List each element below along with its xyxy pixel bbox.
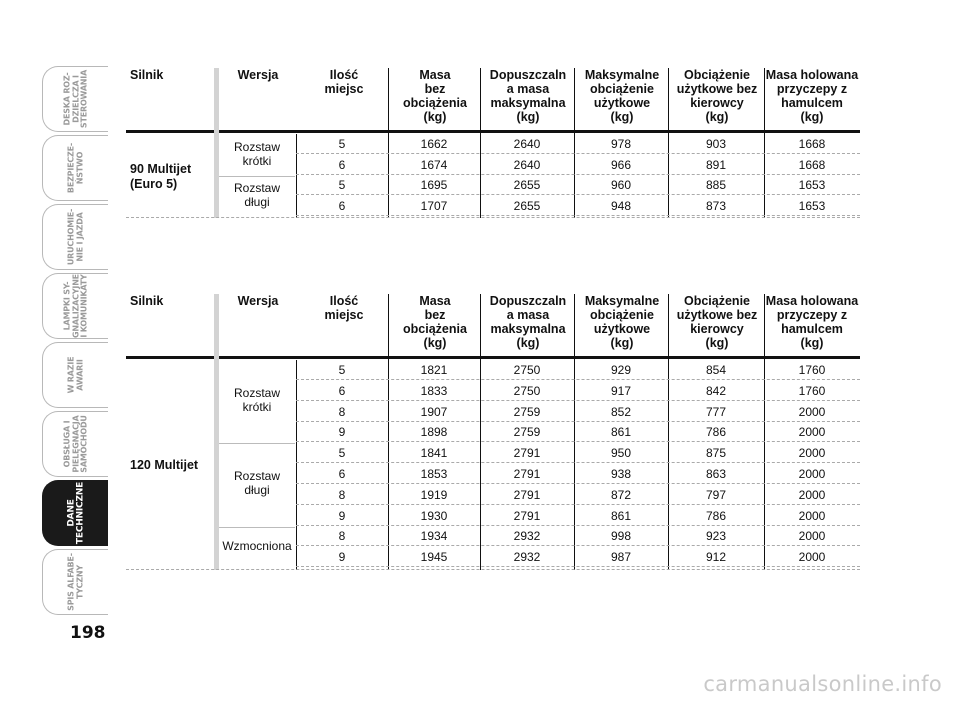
column-divider <box>296 134 297 218</box>
tab-label: LAMPKI SY- GNALIZACYJNE I KOMUNIKATY <box>61 274 88 338</box>
table-cell: 1841 <box>420 446 448 461</box>
site-watermark: carmanualsonline.info <box>703 672 942 696</box>
table-header <box>126 294 860 360</box>
row-rule <box>296 421 860 422</box>
table-cell: 1930 <box>420 508 448 523</box>
table-cell: 1853 <box>420 467 448 481</box>
row-rule <box>296 462 860 463</box>
tab-obsluga[interactable] <box>42 411 108 477</box>
table-cell: 1821 <box>420 363 448 377</box>
header-rule <box>126 130 860 133</box>
header-dopuszczalna: Dopuszczaln a masa maksymalna (kg) <box>489 294 567 350</box>
header-wersja: Wersja <box>237 68 279 82</box>
table-cell: 9 <box>338 425 346 440</box>
table-cell: 912 <box>705 550 727 565</box>
header-masa-bez: Masa bez obciążenia (kg) <box>403 68 467 124</box>
tab-dane-techniczne[interactable] <box>42 480 108 546</box>
table-cell: 1662 <box>420 137 448 151</box>
version-label: Rozstaw długi <box>233 181 280 209</box>
header-obc-bez-kierowcy: Obciążenie użytkowe bez kierowcy (kg) <box>676 294 758 350</box>
table-cell: 1653 <box>798 178 826 193</box>
table-bottom-rule <box>126 569 860 570</box>
column-divider <box>574 294 575 570</box>
table-cell: 2000 <box>798 508 826 523</box>
table-cell: 1668 <box>798 157 826 172</box>
table-cell: 2932 <box>513 550 541 565</box>
table-cell: 842 <box>705 383 727 398</box>
tab-label: SPIS ALFABE- TYCZNY <box>66 553 84 611</box>
tab-label: W RAZIE AWARII <box>66 356 84 394</box>
version-label: Rozstaw długi <box>233 469 280 497</box>
tab-spis-alfabetyczny[interactable] <box>42 549 108 615</box>
column-divider <box>764 68 765 218</box>
table-cell: 917 <box>610 383 632 398</box>
table-cell: 5 <box>338 178 346 193</box>
table-cell: 950 <box>610 446 632 461</box>
table-cell: 2932 <box>513 529 541 544</box>
tab-label: URUCHOMIE- NIE I JAZDA <box>66 208 84 266</box>
table-cell: 863 <box>705 467 727 481</box>
version-divider <box>219 443 295 444</box>
tab-bezpieczenstwo[interactable] <box>42 135 108 201</box>
header-obc-bez-kierowcy: Obciążenie użytkowe bez kierowcy (kg) <box>676 68 758 124</box>
table-cell: 1898 <box>420 425 448 440</box>
row-rule <box>296 566 860 567</box>
table-cell: 903 <box>705 137 727 151</box>
table-cell: 923 <box>705 529 727 544</box>
table-cell: 2759 <box>513 404 541 419</box>
weights-table-90-multijet <box>126 68 860 218</box>
column-divider <box>668 294 669 570</box>
table-cell: 2655 <box>513 199 541 214</box>
table-cell: 1945 <box>420 550 448 565</box>
table-cell: 861 <box>610 508 632 523</box>
table-cell: 861 <box>610 425 632 440</box>
table-cell: 2000 <box>798 487 826 502</box>
row-rule <box>296 174 860 175</box>
row-rule <box>296 504 860 505</box>
table-cell: 8 <box>338 529 346 544</box>
table-cell: 1907 <box>420 404 448 419</box>
row-rule <box>296 400 860 401</box>
table-cell: 786 <box>705 425 727 440</box>
header-wersja: Wersja <box>237 294 279 308</box>
table-bottom-rule <box>126 217 860 218</box>
table-cell: 6 <box>338 467 346 481</box>
table-cell: 777 <box>705 404 727 419</box>
table-cell: 2000 <box>798 404 826 419</box>
table-cell: 2000 <box>798 425 826 440</box>
table-cell: 2791 <box>513 446 541 461</box>
table-cell: 2640 <box>513 137 541 151</box>
table-cell: 966 <box>610 157 632 172</box>
table-cell: 854 <box>705 363 727 377</box>
table-cell: 960 <box>610 178 632 193</box>
version-divider <box>219 527 295 528</box>
row-rule <box>296 525 860 526</box>
version-label: Rozstaw krótki <box>233 140 280 168</box>
table-cell: 2000 <box>798 446 826 461</box>
table-cell: 938 <box>610 467 632 481</box>
header-maks-obc: Maksymalne obciążenie użytkowe (kg) <box>584 294 660 350</box>
weights-table-120-multijet <box>126 294 860 570</box>
column-divider <box>668 68 669 218</box>
table-cell: 987 <box>610 550 632 565</box>
row-rule <box>296 215 860 216</box>
table-cell: 2791 <box>513 467 541 481</box>
table-cell: 2000 <box>798 550 826 565</box>
table-cell: 1760 <box>798 383 826 398</box>
column-divider <box>388 68 389 218</box>
table-cell: 1760 <box>798 363 826 377</box>
header-maks-obc: Maksymalne obciążenie użytkowe (kg) <box>584 68 660 124</box>
table-cell: 1707 <box>420 199 448 214</box>
table-cell: 852 <box>610 404 632 419</box>
header-dopuszczalna: Dopuszczaln a masa maksymalna (kg) <box>489 68 567 124</box>
column-divider <box>574 68 575 218</box>
header-masa-holowana: Masa holowana przyczepy z hamulcem (kg) <box>765 294 859 350</box>
engine-label: 120 Multijet <box>130 458 199 472</box>
version-label: Rozstaw krótki <box>233 386 280 414</box>
tab-uruchomienie[interactable] <box>42 204 108 270</box>
table-cell: 5 <box>338 363 346 377</box>
tab-w-razie-awarii[interactable] <box>42 342 108 408</box>
table-cell: 8 <box>338 404 346 419</box>
row-rule <box>296 483 860 484</box>
table-header <box>126 68 860 134</box>
version-divider <box>219 176 295 177</box>
table-cell: 1674 <box>420 157 448 172</box>
row-rule <box>296 153 860 154</box>
header-silnik: Silnik <box>130 294 164 308</box>
header-rule <box>126 356 860 359</box>
table-cell: 2000 <box>798 467 826 481</box>
table-cell: 786 <box>705 508 727 523</box>
header-masa-bez: Masa bez obciążenia (kg) <box>403 294 467 350</box>
table-cell: 2000 <box>798 529 826 544</box>
header-miejsc: Ilość miejsc <box>324 68 364 96</box>
table-cell: 2640 <box>513 157 541 172</box>
tab-label: BEZPIECZE- ŃSTWO <box>66 142 84 194</box>
table-cell: 8 <box>338 487 346 502</box>
table-cell: 2791 <box>513 487 541 502</box>
table-cell: 948 <box>610 199 632 214</box>
table-cell: 1919 <box>420 487 448 502</box>
table-cell: 2791 <box>513 508 541 523</box>
header-silnik: Silnik <box>130 68 164 82</box>
table-cell: 2655 <box>513 178 541 193</box>
tab-lampki[interactable] <box>42 273 108 339</box>
table-cell: 9 <box>338 550 346 565</box>
row-rule <box>296 194 860 195</box>
header-masa-holowana: Masa holowana przyczepy z hamulcem (kg) <box>765 68 859 124</box>
column-divider <box>480 294 481 570</box>
table-cell: 929 <box>610 363 632 377</box>
table-cell: 6 <box>338 157 346 172</box>
engine-label: 90 Multijet (Euro 5) <box>130 162 192 191</box>
table-cell: 6 <box>338 199 346 214</box>
row-rule <box>296 441 860 442</box>
table-cell: 5 <box>338 137 346 151</box>
row-rule <box>296 545 860 546</box>
table-cell: 1653 <box>798 199 826 214</box>
column-divider <box>214 68 219 218</box>
row-rule <box>296 379 860 380</box>
version-label: Wzmocniona <box>222 539 292 553</box>
table-cell: 891 <box>705 157 727 172</box>
table-cell: 875 <box>705 446 727 461</box>
table-cell: 872 <box>610 487 632 502</box>
table-cell: 1833 <box>420 383 448 398</box>
column-divider <box>480 68 481 218</box>
column-divider <box>764 294 765 570</box>
table-cell: 998 <box>610 529 632 544</box>
table-cell: 797 <box>705 487 727 502</box>
table-cell: 885 <box>705 178 727 193</box>
column-divider <box>214 294 219 570</box>
table-cell: 1934 <box>420 529 448 544</box>
table-cell: 5 <box>338 446 346 461</box>
tab-label: DESKA ROZ- DZIELCZA I STEROWANIA <box>61 69 88 129</box>
table-cell: 1695 <box>420 178 448 193</box>
table-cell: 873 <box>705 199 727 214</box>
tab-label: OBSŁUGA I PIELĘGNACJA SAMOCHODU <box>61 415 88 473</box>
table-cell: 6 <box>338 383 346 398</box>
table-cell: 9 <box>338 508 346 523</box>
page-number: 198 <box>70 623 106 643</box>
table-cell: 2750 <box>513 383 541 398</box>
tab-deska-rozdzielcza[interactable] <box>42 66 108 132</box>
tab-label: DANE TECHNICZNE <box>66 481 85 545</box>
column-divider <box>388 294 389 570</box>
table-cell: 1668 <box>798 137 826 151</box>
header-miejsc: Ilość miejsc <box>324 294 364 322</box>
table-cell: 2750 <box>513 363 541 377</box>
table-cell: 978 <box>610 137 632 151</box>
table-cell: 2759 <box>513 425 541 440</box>
